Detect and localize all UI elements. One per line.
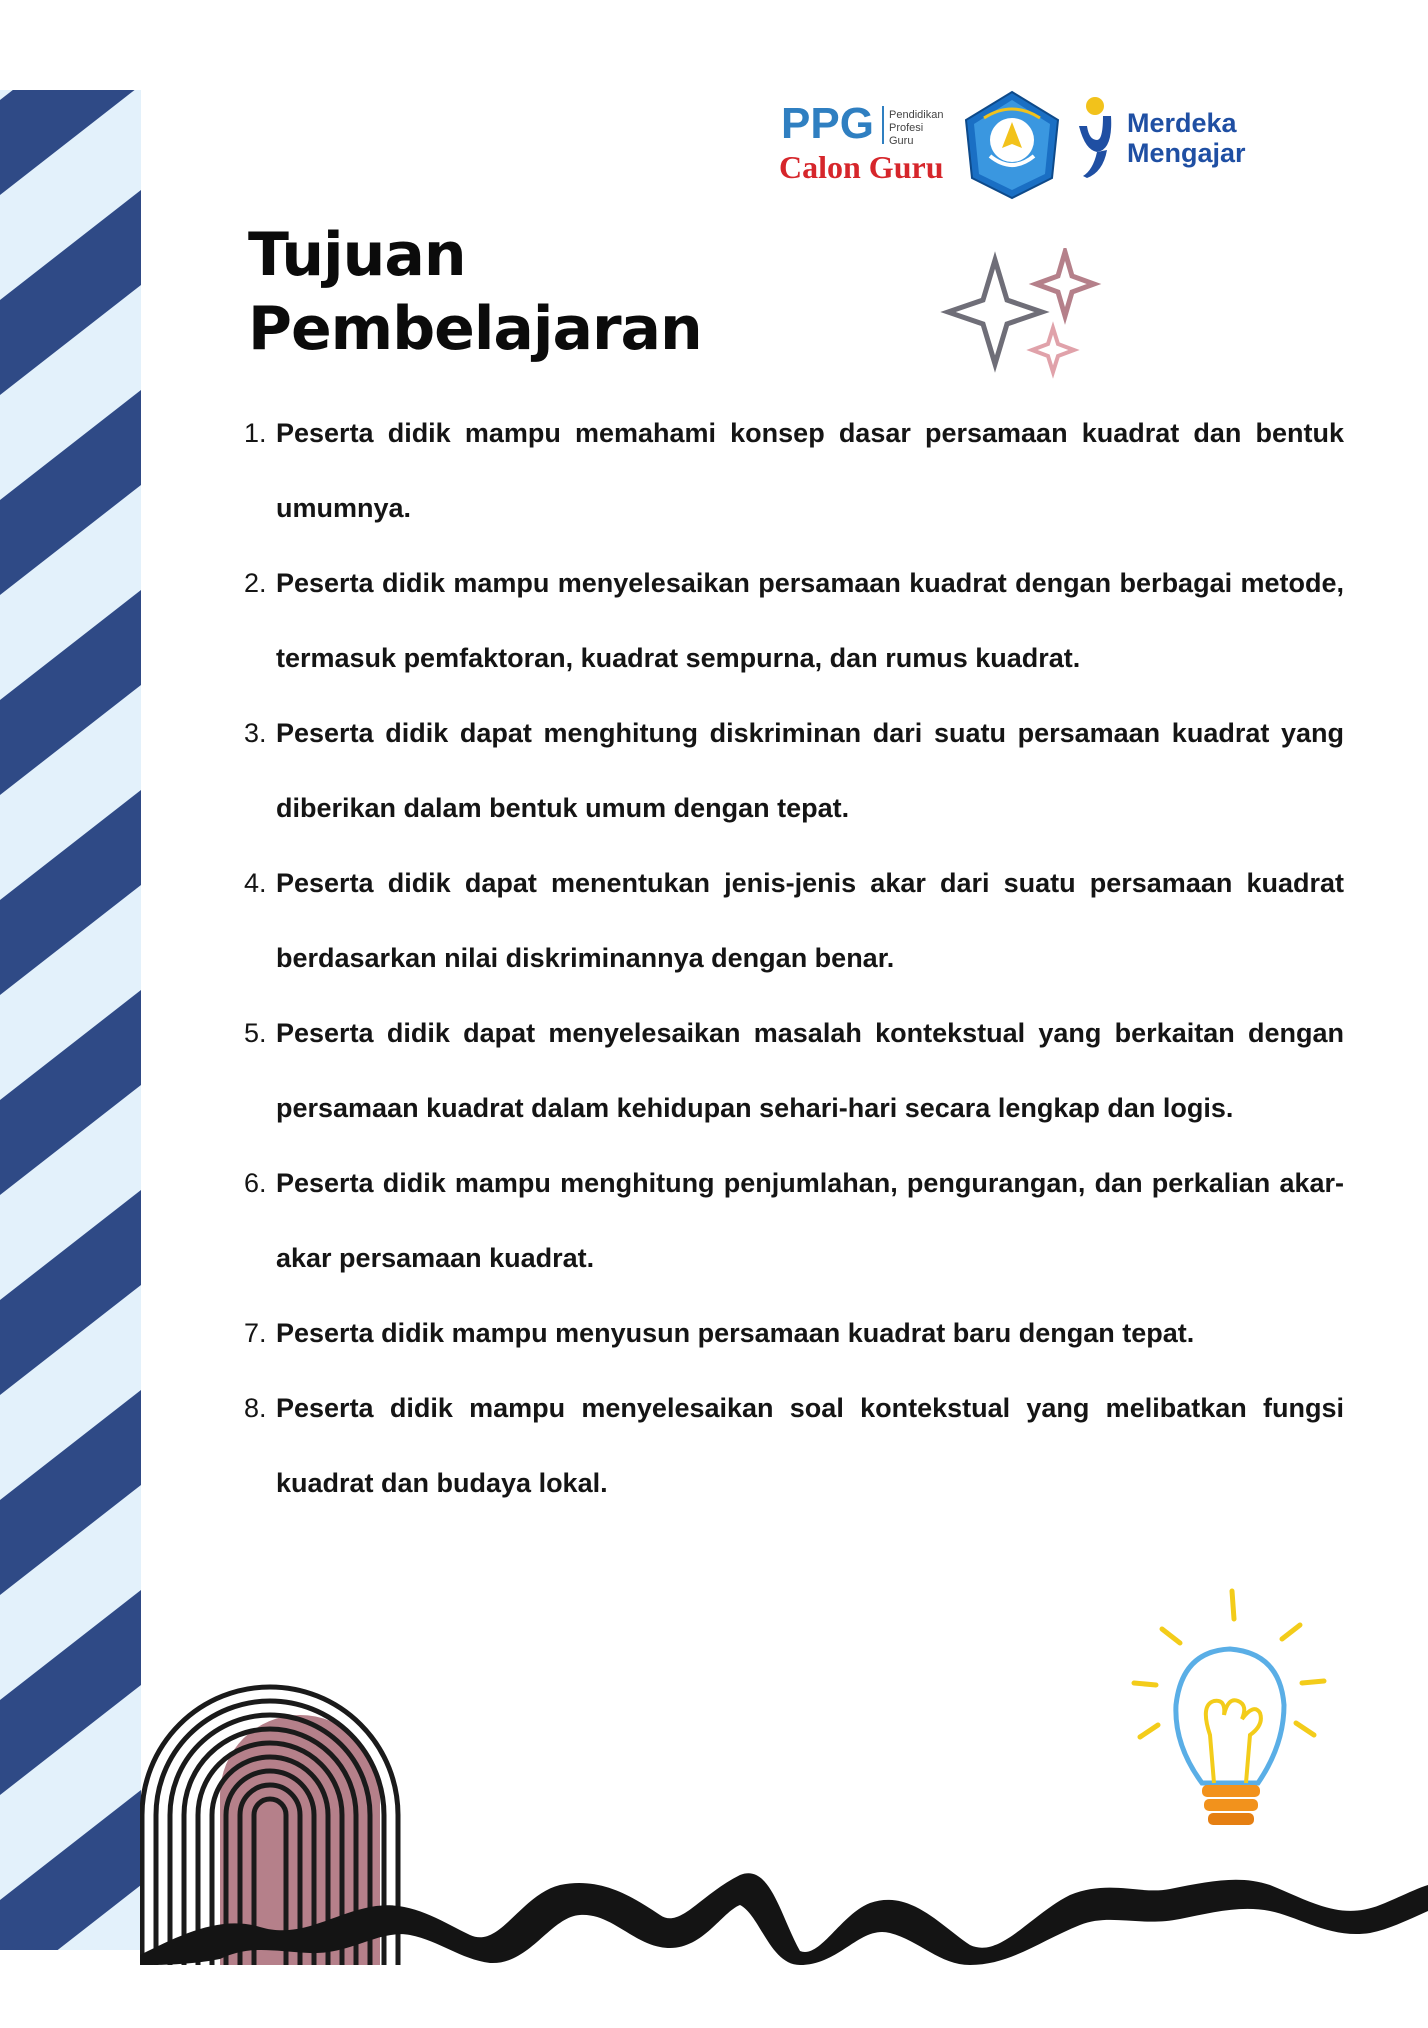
objective-text: Peserta didik dapat menentukan jenis-jenis akar dari suatu persamaan kuadrat berdasarkan nilai diskriminannya dengan benar. [276,868,1344,973]
objective-number: 5. [244,1018,267,1048]
objective-item [244,696,1344,846]
objective-number: 3. [244,718,267,748]
tut-wuri-handayani-emblem [966,92,1058,198]
objectives-list [244,396,1344,1521]
ppg-logo [779,99,943,185]
objective-text: Peserta didik mampu menyelesaikan soal kontekstual yang melibatkan fungsi kuadrat dan budaya lokal. [276,1393,1344,1498]
objective-text: Peserta didik mampu memahami konsep dasar persamaan kuadrat dan bentuk umumnya. [276,418,1344,523]
objective-item [244,1371,1344,1521]
objective-number: 7. [244,1318,267,1348]
left-stripe-band [0,90,141,1950]
objective-text: Peserta didik mampu menyusun persamaan kuadrat baru dengan tepat. [276,1318,1195,1348]
objective-number: 4. [244,868,267,898]
objective-text: Peserta didik mampu menghitung penjumlahan, pengurangan, dan perkalian akar-akar persamaan kuadrat. [276,1168,1344,1273]
title-line-1: Tujuan [248,220,466,290]
merdeka-text: Merdeka [1127,108,1237,138]
merdeka-mengajar-logo [1079,97,1246,178]
objective-item [244,1296,1344,1371]
ppg-sub-3: Guru [889,135,914,147]
calon-guru-text: Calon Guru [779,149,944,185]
objective-number: 2. [244,568,267,598]
objective-item [244,546,1344,696]
objective-text: Peserta didik dapat menghitung diskriminan dari suatu persamaan kuadrat yang diberikan dalam bentuk umum dengan tepat. [276,718,1344,823]
header-logos [775,88,1275,200]
objective-item [244,996,1344,1146]
sparkle-stars-icon [940,248,1115,388]
page-title [248,218,702,366]
mengajar-text: Mengajar [1127,138,1246,168]
objective-text: Peserta didik mampu menyelesaikan persamaan kuadrat dengan berbagai metode, termasuk pemfaktoran, kuadrat sempurna, dan rumus kuadrat. [276,568,1344,673]
objective-item [244,1146,1344,1296]
objective-number: 6. [244,1168,267,1198]
objective-item [244,396,1344,546]
objective-item [244,846,1344,996]
ppg-sub-2: Profesi [889,122,924,134]
objective-number: 1. [244,418,267,448]
objective-number: 8. [244,1393,267,1423]
ppg-sub-1: Pendidikan [889,109,944,121]
wavy-brush-stroke [140,1855,1428,1965]
objective-text: Peserta didik dapat menyelesaikan masalah kontekstual yang berkaitan dengan persamaan kuadrat dalam kehidupan sehari-hari secara lengkap dan logis. [276,1018,1344,1123]
title-line-2: Pembelajaran [248,294,702,364]
light-bulb-icon [1110,1585,1350,1870]
ppg-text: PPG [781,99,874,148]
